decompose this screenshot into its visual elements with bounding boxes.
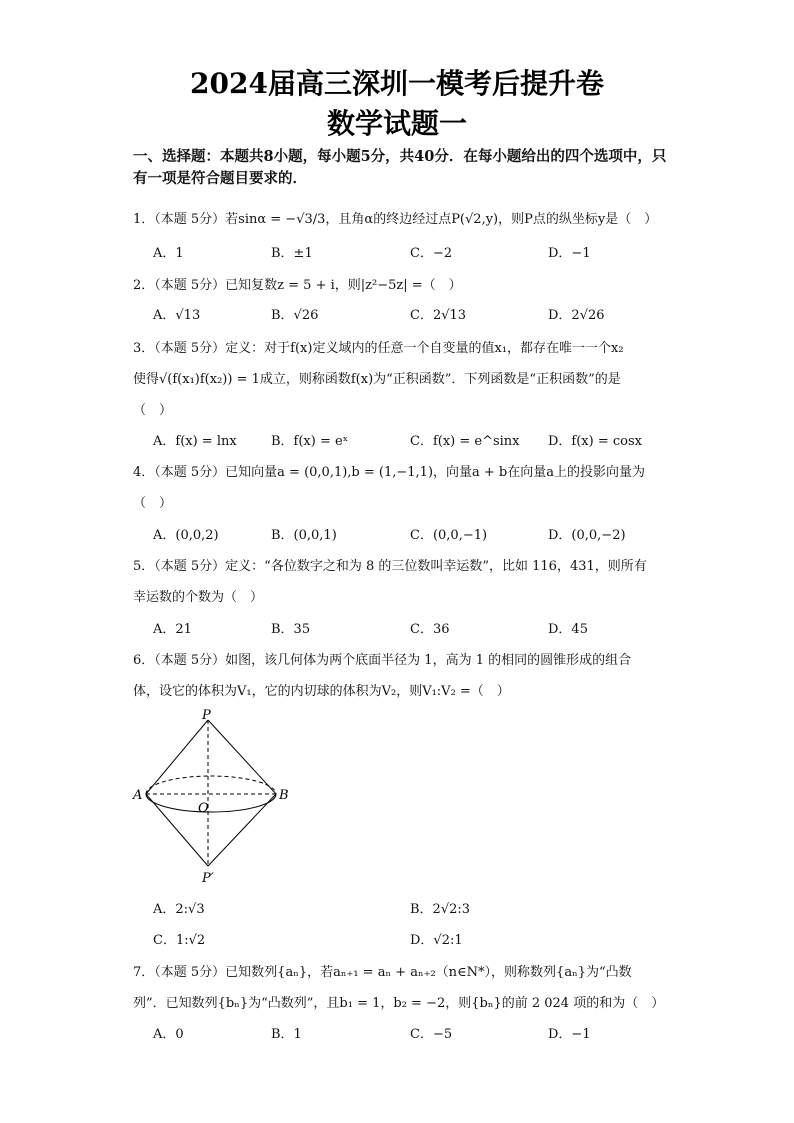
label-b: B <box>279 788 289 803</box>
q7-option-d: D．−1 <box>548 1027 591 1042</box>
q6-option-b: B．2√2:3 <box>410 902 471 917</box>
q4-option-b: B．(0,0,1) <box>271 528 337 543</box>
q1-option-c: C．−2 <box>410 246 453 261</box>
edge-pprime-b <box>208 794 276 866</box>
q1-option-d: D．−1 <box>548 246 591 261</box>
q3-option-b: B．f(x) = eˣ <box>271 434 349 449</box>
question-6-line-1: 6．（本题 5分）如图，该几何体为两个底面半径为 1，高为 1 的相同的圆锥形成的组合 <box>133 653 632 668</box>
q5-option-c: C．36 <box>410 622 450 637</box>
exam-subtitle: 数学试题一 <box>326 107 467 140</box>
question-4-line-2: （ ） <box>133 496 173 511</box>
question-5-line-2: 幸运数的个数为（ ） <box>133 590 264 605</box>
q3-option-d: D．f(x) = cosx <box>548 434 642 449</box>
q7-option-b: B．1 <box>271 1027 302 1042</box>
double-cone-figure <box>130 706 300 886</box>
question-3-line-2: 使得√(f(x₁)f(x₂)) = 1成立，则称函数f(x)为“正积函数”．下列函数是“正积函数”的是 <box>133 372 621 387</box>
q2-option-d: D．2√26 <box>548 308 605 323</box>
q5-option-d: D．45 <box>548 622 588 637</box>
q7-option-a: A．0 <box>153 1027 184 1042</box>
question-5-line-1: 5．（本题 5分）定义：“各位数字之和为 8 的三位数叫幸运数”，比如 116，431，则所有 <box>133 559 647 574</box>
q3-option-c: C．f(x) = e^sinx <box>410 434 520 449</box>
question-2: 2．（本题 5分）已知复数z = 5 + i，则|z²−5z| =（ ） <box>133 278 462 293</box>
base-ellipse-front <box>146 794 276 812</box>
base-ellipse-back <box>146 776 276 794</box>
q6-option-a: A．2:√3 <box>153 902 205 917</box>
q2-option-a: A．√13 <box>153 308 201 323</box>
q2-option-b: B．√26 <box>271 308 319 323</box>
q1-option-b: B．±1 <box>271 246 313 261</box>
q5-option-b: B．35 <box>271 622 311 637</box>
q6-option-d: D．√2:1 <box>410 933 463 948</box>
q1-option-a: A．1 <box>153 246 184 261</box>
question-4-line-1: 4．（本题 5分）已知向量a = (0,0,1),b = (1,−1,1)，向量a + b在向量a上的投影向量为 <box>133 465 646 480</box>
label-pprime: P′ <box>202 871 214 886</box>
edge-p-b <box>208 720 276 794</box>
question-3-line-1: 3．（本题 5分）定义：对于f(x)定义域内的任意一个自变量的值x₁，都存在唯一一个x₂ <box>133 341 624 356</box>
label-a: A <box>133 788 143 803</box>
question-3-line-3: （ ） <box>133 403 173 418</box>
q5-option-a: A．21 <box>153 622 192 637</box>
q7-option-c: C．−5 <box>410 1027 453 1042</box>
q3-option-a: A．f(x) = lnx <box>153 434 237 449</box>
label-p: P <box>202 708 211 723</box>
section-heading: 一、选择题：本题共8小题，每小题5分，共40分．在每小题给出的四个选项中，只有一项是符合题目要求的． <box>133 148 667 187</box>
question-7-line-1: 7．（本题 5分）已知数列{aₙ}，若aₙ₊₁ = aₙ + aₙ₊₂（n∈N*），则称数列{aₙ}为“凸数 <box>133 965 632 980</box>
q2-option-c: C．2√13 <box>410 308 467 323</box>
label-o: O <box>198 801 209 816</box>
q4-option-c: C．(0,0,−1) <box>410 528 488 543</box>
exam-title: 2024届高三深圳一模考后提升卷 <box>190 67 604 100</box>
q4-option-a: A．(0,0,2) <box>153 528 219 543</box>
question-1: 1．（本题 5分）若sinα = −√3/3，且角α的终边经过点P(√2,y)，则P点的纵坐标y是（ ） <box>133 212 658 227</box>
q6-option-c: C．1:√2 <box>153 933 206 948</box>
q4-option-d: D．(0,0,−2) <box>548 528 626 543</box>
edge-p-a <box>146 720 208 794</box>
question-6-line-2: 体，设它的体积为V₁，它的内切球的体积为V₂，则V₁:V₂ =（ ） <box>133 684 510 699</box>
question-7-line-2: 列”．已知数列{bₙ}为“凸数列”，且b₁ = 1，b₂ = −2，则{bₙ}的前 2 024 项的和为（ ） <box>133 996 665 1011</box>
